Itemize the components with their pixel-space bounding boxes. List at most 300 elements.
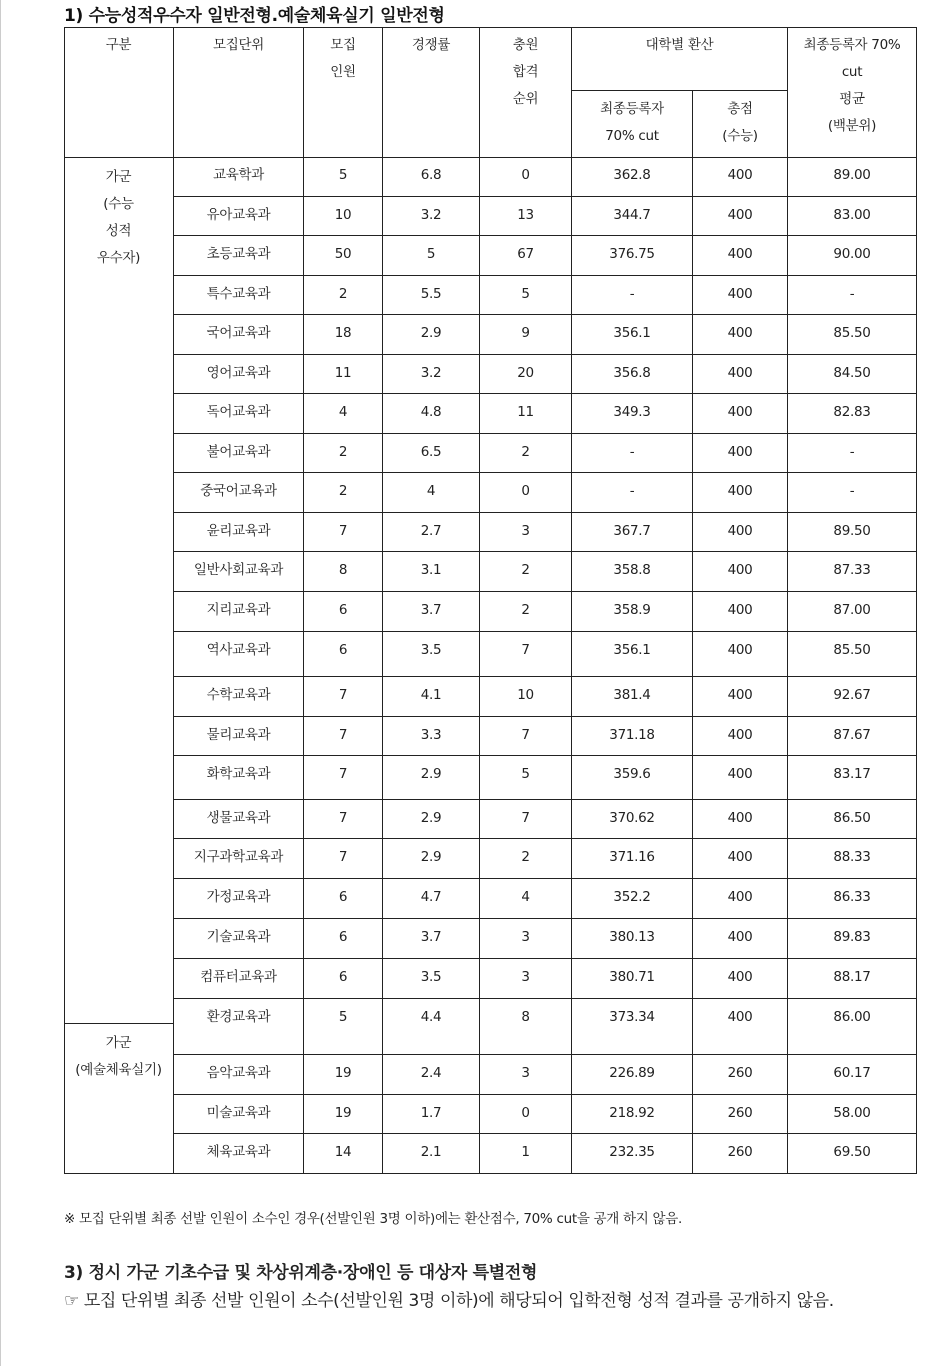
table-cell <box>304 315 383 355</box>
table-cell-text: - <box>629 483 635 499</box>
table-cell <box>788 959 917 999</box>
table-cell <box>383 473 480 513</box>
table-cell-text: 3 <box>521 1065 530 1081</box>
table-cell <box>480 473 572 513</box>
table-cell-text: 87.67 <box>833 727 871 743</box>
table-cell-text: 359.6 <box>613 766 651 782</box>
table-cell <box>304 632 383 677</box>
unit-name-cell-text: 수학교육과 <box>206 687 271 703</box>
table-cell <box>480 632 572 677</box>
table-cell-text: 260 <box>727 1065 753 1081</box>
table-cell-text: 87.33 <box>833 562 871 578</box>
unit-name-cell-text: 화학교육과 <box>206 766 271 782</box>
table-cell-text: 6 <box>338 602 348 618</box>
table-cell-text: 3.2 <box>420 365 442 381</box>
unit-name-cell-text: 국어교육과 <box>206 325 271 341</box>
table-cell-text: 11 <box>334 365 352 381</box>
group-cell <box>64 1024 174 1174</box>
table-cell <box>480 1055 572 1095</box>
unit-name-cell-text: 불어교육과 <box>206 444 271 460</box>
table-cell-text: 83.17 <box>833 766 871 782</box>
table-cell <box>693 355 788 394</box>
table-cell-text: 400 <box>727 523 753 539</box>
header-univ-conversion <box>572 27 788 91</box>
table-cell-text: 400 <box>727 642 753 658</box>
footnote: ※ 모집 단위별 최종 선발 인원이 소수인 경우(선발인원 3명 이하)에는 환산점수, 70% cut을 공개 하지 않음. <box>64 1211 682 1227</box>
table-cell <box>788 473 917 513</box>
table-cell <box>383 919 480 959</box>
table-cell-text: 0 <box>521 483 530 499</box>
table-cell-text: 5.5 <box>420 286 442 302</box>
table-cell <box>788 434 917 473</box>
table-cell <box>304 800 383 839</box>
table-cell <box>480 800 572 839</box>
table-cell-text: 2 <box>338 483 348 499</box>
table-cell <box>572 959 693 999</box>
unit-name-cell-text: 컴퓨터교육과 <box>200 969 277 985</box>
table-cell-text: 0 <box>521 167 530 183</box>
table-cell <box>788 919 917 959</box>
table-cell <box>304 157 383 197</box>
table-cell <box>572 276 693 315</box>
table-cell <box>788 552 917 592</box>
table-cell-text: 2.7 <box>420 523 442 539</box>
unit-name-cell <box>174 1134 304 1174</box>
table-cell-text: 7 <box>338 523 348 539</box>
table-cell <box>693 1055 788 1095</box>
table-cell <box>693 157 788 197</box>
table-cell-text: 2 <box>521 444 530 460</box>
table-cell-text: 356.1 <box>613 325 651 341</box>
table-cell-text: 82.83 <box>833 404 871 420</box>
table-cell <box>572 677 693 717</box>
header-cut70 <box>572 91 693 158</box>
table-cell-text: 3.7 <box>420 929 442 945</box>
unit-name-cell <box>174 919 304 959</box>
table-cell-text: 10 <box>517 687 534 703</box>
table-cell-text: 400 <box>727 849 753 865</box>
table-cell-text: 86.00 <box>833 1009 871 1025</box>
unit-name-cell-text: 윤리교육과 <box>206 523 271 539</box>
table-cell <box>693 434 788 473</box>
table-cell-text: - <box>849 286 855 302</box>
table-cell <box>572 157 693 197</box>
unit-name-cell <box>174 513 304 552</box>
table-cell-text: 2 <box>338 444 348 460</box>
table-cell <box>383 394 480 434</box>
table-cell <box>693 197 788 236</box>
table-cell <box>572 473 693 513</box>
table-cell <box>788 632 917 677</box>
unit-name-cell <box>174 717 304 756</box>
table-cell <box>304 513 383 552</box>
table-cell <box>304 717 383 756</box>
table-cell-text: 3.2 <box>420 207 442 223</box>
unit-name-cell-text: 초등교육과 <box>206 246 271 262</box>
table-cell <box>693 394 788 434</box>
unit-name-cell <box>174 959 304 999</box>
table-cell <box>304 197 383 236</box>
table-cell-text: 380.13 <box>609 929 655 945</box>
unit-name-cell-text: 기술교육과 <box>206 929 271 945</box>
table-cell-text: 7 <box>521 642 530 658</box>
unit-name-cell-text: 미술교육과 <box>206 1105 271 1121</box>
unit-name-cell <box>174 677 304 717</box>
header-group-text: 구분 <box>105 37 132 53</box>
table-cell <box>383 276 480 315</box>
unit-name-cell-text: 지구과학교육과 <box>193 849 284 865</box>
header-group <box>64 27 174 158</box>
table-cell <box>788 197 917 236</box>
table-cell <box>480 236 572 276</box>
table-cell <box>572 839 693 879</box>
table-cell <box>304 919 383 959</box>
table-cell-text: 86.50 <box>833 810 871 826</box>
table-cell <box>480 315 572 355</box>
table-cell-text: 83.00 <box>833 207 871 223</box>
table-cell-text: 2.9 <box>420 849 442 865</box>
table-cell <box>480 919 572 959</box>
table-cell <box>304 1055 383 1095</box>
table-cell-text: 373.34 <box>609 1009 655 1025</box>
table-cell-text: 5 <box>338 1009 348 1025</box>
table-cell-text: 400 <box>727 444 753 460</box>
table-cell <box>383 879 480 919</box>
unit-name-cell <box>174 434 304 473</box>
table-cell <box>693 839 788 879</box>
unit-name-cell-text: 환경교육과 <box>206 1009 271 1025</box>
table-cell <box>788 800 917 839</box>
table-cell <box>788 879 917 919</box>
table-cell <box>383 800 480 839</box>
unit-name-cell <box>174 1055 304 1095</box>
table-cell-text: 3 <box>521 523 530 539</box>
table-cell <box>693 999 788 1055</box>
group-cell <box>64 158 174 1024</box>
table-cell-text: 218.92 <box>609 1105 655 1121</box>
table-cell-text: 370.62 <box>609 810 655 826</box>
table-cell-text: - <box>629 444 635 460</box>
table-cell-text: 85.50 <box>833 642 871 658</box>
table-cell-text: 400 <box>727 167 753 183</box>
unit-name-cell <box>174 632 304 677</box>
table-cell-text: 87.00 <box>833 602 871 618</box>
table-cell <box>383 756 480 800</box>
group-cell-text: 가군 (예술체육실기) <box>75 1035 162 1078</box>
table-cell <box>572 1055 693 1095</box>
table-cell <box>480 394 572 434</box>
table-cell <box>480 513 572 552</box>
unit-name-cell <box>174 839 304 879</box>
unit-name-cell-text: 생물교육과 <box>206 810 271 826</box>
table-cell <box>383 632 480 677</box>
table-cell-text: 367.7 <box>613 523 651 539</box>
table-cell <box>383 434 480 473</box>
table-cell-text: 380.71 <box>609 969 655 985</box>
table-cell <box>572 1134 693 1174</box>
table-cell-text: 11 <box>517 404 534 420</box>
table-cell <box>788 999 917 1055</box>
table-cell-text: 344.7 <box>613 207 651 223</box>
table-cell <box>788 717 917 756</box>
table-cell-text: 356.1 <box>613 642 651 658</box>
table-cell <box>572 197 693 236</box>
table-cell-text: 6 <box>338 969 348 985</box>
table-cell <box>480 879 572 919</box>
table-cell-text: 9 <box>521 325 530 341</box>
table-cell-text: 4 <box>521 889 530 905</box>
table-cell <box>693 315 788 355</box>
table-cell <box>383 1055 480 1095</box>
table-cell <box>572 632 693 677</box>
table-cell <box>304 592 383 632</box>
unit-name-cell-text: 중국어교육과 <box>200 483 277 499</box>
table-cell <box>572 592 693 632</box>
header-avg-text: 최종등록자 70% cut 평균 (백분위) <box>803 37 901 134</box>
unit-name-cell <box>174 552 304 592</box>
table-cell-text: 7 <box>338 727 348 743</box>
table-cell <box>304 1095 383 1134</box>
table-cell <box>572 919 693 959</box>
table-cell <box>480 839 572 879</box>
header-univ-conversion-text: 대학별 환산 <box>645 37 714 53</box>
table-cell <box>693 879 788 919</box>
header-extra-rank-text: 충원 합격 순위 <box>512 37 539 107</box>
table-cell <box>480 756 572 800</box>
table-cell-text: 85.50 <box>833 325 871 341</box>
table-cell-text: 2.4 <box>420 1065 442 1081</box>
table-cell <box>788 236 917 276</box>
table-cell-text: 400 <box>727 562 753 578</box>
table-cell-text: 2.9 <box>420 766 442 782</box>
table-cell <box>693 513 788 552</box>
table-cell <box>304 959 383 999</box>
table-cell <box>788 355 917 394</box>
group-cell-text: 가군 (수능 성적 우수자) <box>96 169 141 266</box>
table-cell-text: 3.5 <box>420 642 442 658</box>
table-cell-text: 400 <box>727 602 753 618</box>
table-cell <box>480 1134 572 1174</box>
table-cell <box>572 513 693 552</box>
table-cell-text: 260 <box>727 1144 753 1160</box>
table-cell-text: 89.00 <box>833 167 871 183</box>
table-cell <box>693 632 788 677</box>
table-cell-text: 400 <box>727 483 753 499</box>
unit-name-cell <box>174 473 304 513</box>
table-cell <box>788 276 917 315</box>
table-cell-text: 8 <box>521 1009 530 1025</box>
table-cell <box>383 717 480 756</box>
table-cell-text: 358.8 <box>613 562 651 578</box>
table-cell-text: 6.8 <box>420 167 442 183</box>
table-cell-text: 4.8 <box>420 404 442 420</box>
table-cell <box>693 592 788 632</box>
table-cell-text: 7 <box>521 727 530 743</box>
unit-name-cell-text: 물리교육과 <box>206 727 271 743</box>
unit-name-cell <box>174 355 304 394</box>
table-cell-text: 4.1 <box>420 687 442 703</box>
header-unit <box>174 27 304 158</box>
table-cell-text: 18 <box>334 325 352 341</box>
table-cell <box>480 276 572 315</box>
table-cell-text: 0 <box>521 1105 530 1121</box>
unit-name-cell-text: 유아교육과 <box>206 207 271 223</box>
table-cell <box>480 197 572 236</box>
table-cell <box>788 315 917 355</box>
pointing-hand-icon: ☞ <box>64 1291 79 1311</box>
table-cell-text: 381.4 <box>613 687 651 703</box>
table-cell <box>572 355 693 394</box>
table-cell-text: 89.50 <box>833 523 871 539</box>
header-competition <box>383 27 480 158</box>
table-cell-text: 67 <box>517 246 534 262</box>
table-cell-text: 376.75 <box>609 246 655 262</box>
table-cell <box>480 999 572 1055</box>
table-cell <box>572 552 693 592</box>
admission-results-table <box>64 27 917 1174</box>
table-cell <box>788 677 917 717</box>
table-cell-text: 3 <box>521 929 530 945</box>
table-cell-text: 60.17 <box>833 1065 871 1081</box>
table-cell <box>304 879 383 919</box>
table-cell-text: 14 <box>334 1144 352 1160</box>
table-cell <box>383 1134 480 1174</box>
table-cell <box>572 717 693 756</box>
unit-name-cell-text: 독어교육과 <box>206 404 271 420</box>
table-cell <box>383 236 480 276</box>
table-cell-text: 2.9 <box>420 325 442 341</box>
table-cell-text: 349.3 <box>613 404 651 420</box>
table-cell <box>788 756 917 800</box>
table-cell-text: 7 <box>338 687 348 703</box>
unit-name-cell-text: 영어교육과 <box>206 365 271 381</box>
table-cell <box>693 756 788 800</box>
table-cell-text: 352.2 <box>613 889 651 905</box>
table-cell-text: - <box>849 444 855 460</box>
table-cell <box>693 677 788 717</box>
table-cell <box>788 394 917 434</box>
table-cell <box>304 394 383 434</box>
table-cell <box>788 513 917 552</box>
table-cell-text: 6 <box>338 642 348 658</box>
header-unit-text: 모집단위 <box>213 37 264 53</box>
table-cell <box>788 1095 917 1134</box>
table-cell <box>788 157 917 197</box>
table-cell-text: 10 <box>334 207 352 223</box>
header-quota-text: 모집 인원 <box>330 37 356 80</box>
table-cell-text: 90.00 <box>833 246 871 262</box>
table-cell-text: 19 <box>334 1065 352 1081</box>
header-total-text: 총점 (수능) <box>722 101 758 144</box>
unit-name-cell-text: 교육학과 <box>213 167 264 183</box>
table-cell-text: 356.8 <box>613 365 651 381</box>
unit-name-cell-text: 특수교육과 <box>206 286 271 302</box>
table-cell-text: 371.18 <box>609 727 655 743</box>
table-cell-text: 7 <box>338 810 348 826</box>
header-quota <box>304 27 383 158</box>
table-cell <box>572 394 693 434</box>
table-cell-text: 89.83 <box>833 929 871 945</box>
table-cell <box>572 1095 693 1134</box>
unit-name-cell <box>174 592 304 632</box>
table-cell-text: 362.8 <box>613 167 651 183</box>
section3-body <box>64 1286 834 1311</box>
table-cell <box>304 276 383 315</box>
table-cell-text: 88.17 <box>833 969 871 985</box>
table-cell-text: 5 <box>521 766 530 782</box>
table-cell-text: 5 <box>521 286 530 302</box>
unit-name-cell <box>174 157 304 197</box>
table-cell <box>383 839 480 879</box>
table-cell <box>788 1134 917 1174</box>
table-cell-text: 2.1 <box>420 1144 442 1160</box>
table-cell <box>304 552 383 592</box>
table-cell-text: 19 <box>334 1105 352 1121</box>
table-cell-text: 4 <box>338 404 348 420</box>
table-cell <box>572 315 693 355</box>
table-cell-text: 3.3 <box>420 727 442 743</box>
unit-name-cell <box>174 197 304 236</box>
table-cell-text: 8 <box>338 562 348 578</box>
header-extra-rank <box>480 27 572 158</box>
table-cell-text: 1.7 <box>420 1105 442 1121</box>
table-cell-text: 2 <box>521 562 530 578</box>
table-cell <box>304 236 383 276</box>
header-avg <box>788 27 917 158</box>
table-cell <box>304 355 383 394</box>
table-cell-text: 400 <box>727 727 753 743</box>
table-cell-text: 20 <box>517 365 534 381</box>
table-cell-text: 69.50 <box>833 1144 871 1160</box>
table-cell-text: 400 <box>727 325 753 341</box>
table-cell <box>383 999 480 1055</box>
table-cell-text: 7 <box>338 766 348 782</box>
table-cell <box>693 552 788 592</box>
table-cell-text: - <box>629 286 635 302</box>
table-cell <box>693 919 788 959</box>
table-cell-text: 400 <box>727 365 753 381</box>
section3-text: 모집 단위별 최종 선발 인원이 소수(선발인원 3명 이하)에 해당되어 입학전형 성적 결과를 공개하지 않음. <box>83 1291 834 1311</box>
table-cell-text: 5 <box>426 246 436 262</box>
section3-title: 3) 정시 가군 기초수급 및 차상위계층·장애인 등 대상자 특별전형 <box>64 1263 538 1283</box>
table-cell-text: 3 <box>521 969 530 985</box>
table-cell <box>304 1134 383 1174</box>
table-cell <box>304 999 383 1055</box>
unit-name-cell <box>174 800 304 839</box>
table-cell <box>383 513 480 552</box>
table-cell-text: 358.9 <box>613 602 651 618</box>
table-cell <box>693 959 788 999</box>
table-cell <box>480 355 572 394</box>
unit-name-cell <box>174 315 304 355</box>
table-cell-text: 400 <box>727 404 753 420</box>
table-cell <box>383 157 480 197</box>
table-cell <box>383 197 480 236</box>
table-cell <box>693 473 788 513</box>
table-cell <box>693 800 788 839</box>
table-cell-text: 7 <box>338 849 348 865</box>
unit-name-cell-text: 지리교육과 <box>206 602 271 618</box>
table-cell-text: - <box>849 483 855 499</box>
table-cell <box>572 434 693 473</box>
table-cell-text: 400 <box>727 969 753 985</box>
header-total <box>693 91 788 158</box>
table-cell-text: 7 <box>521 810 530 826</box>
table-cell-text: 58.00 <box>833 1105 871 1121</box>
table-cell-text: 13 <box>517 207 534 223</box>
table-cell-text: 4 <box>426 483 436 499</box>
table-cell-text: 1 <box>521 1144 530 1160</box>
